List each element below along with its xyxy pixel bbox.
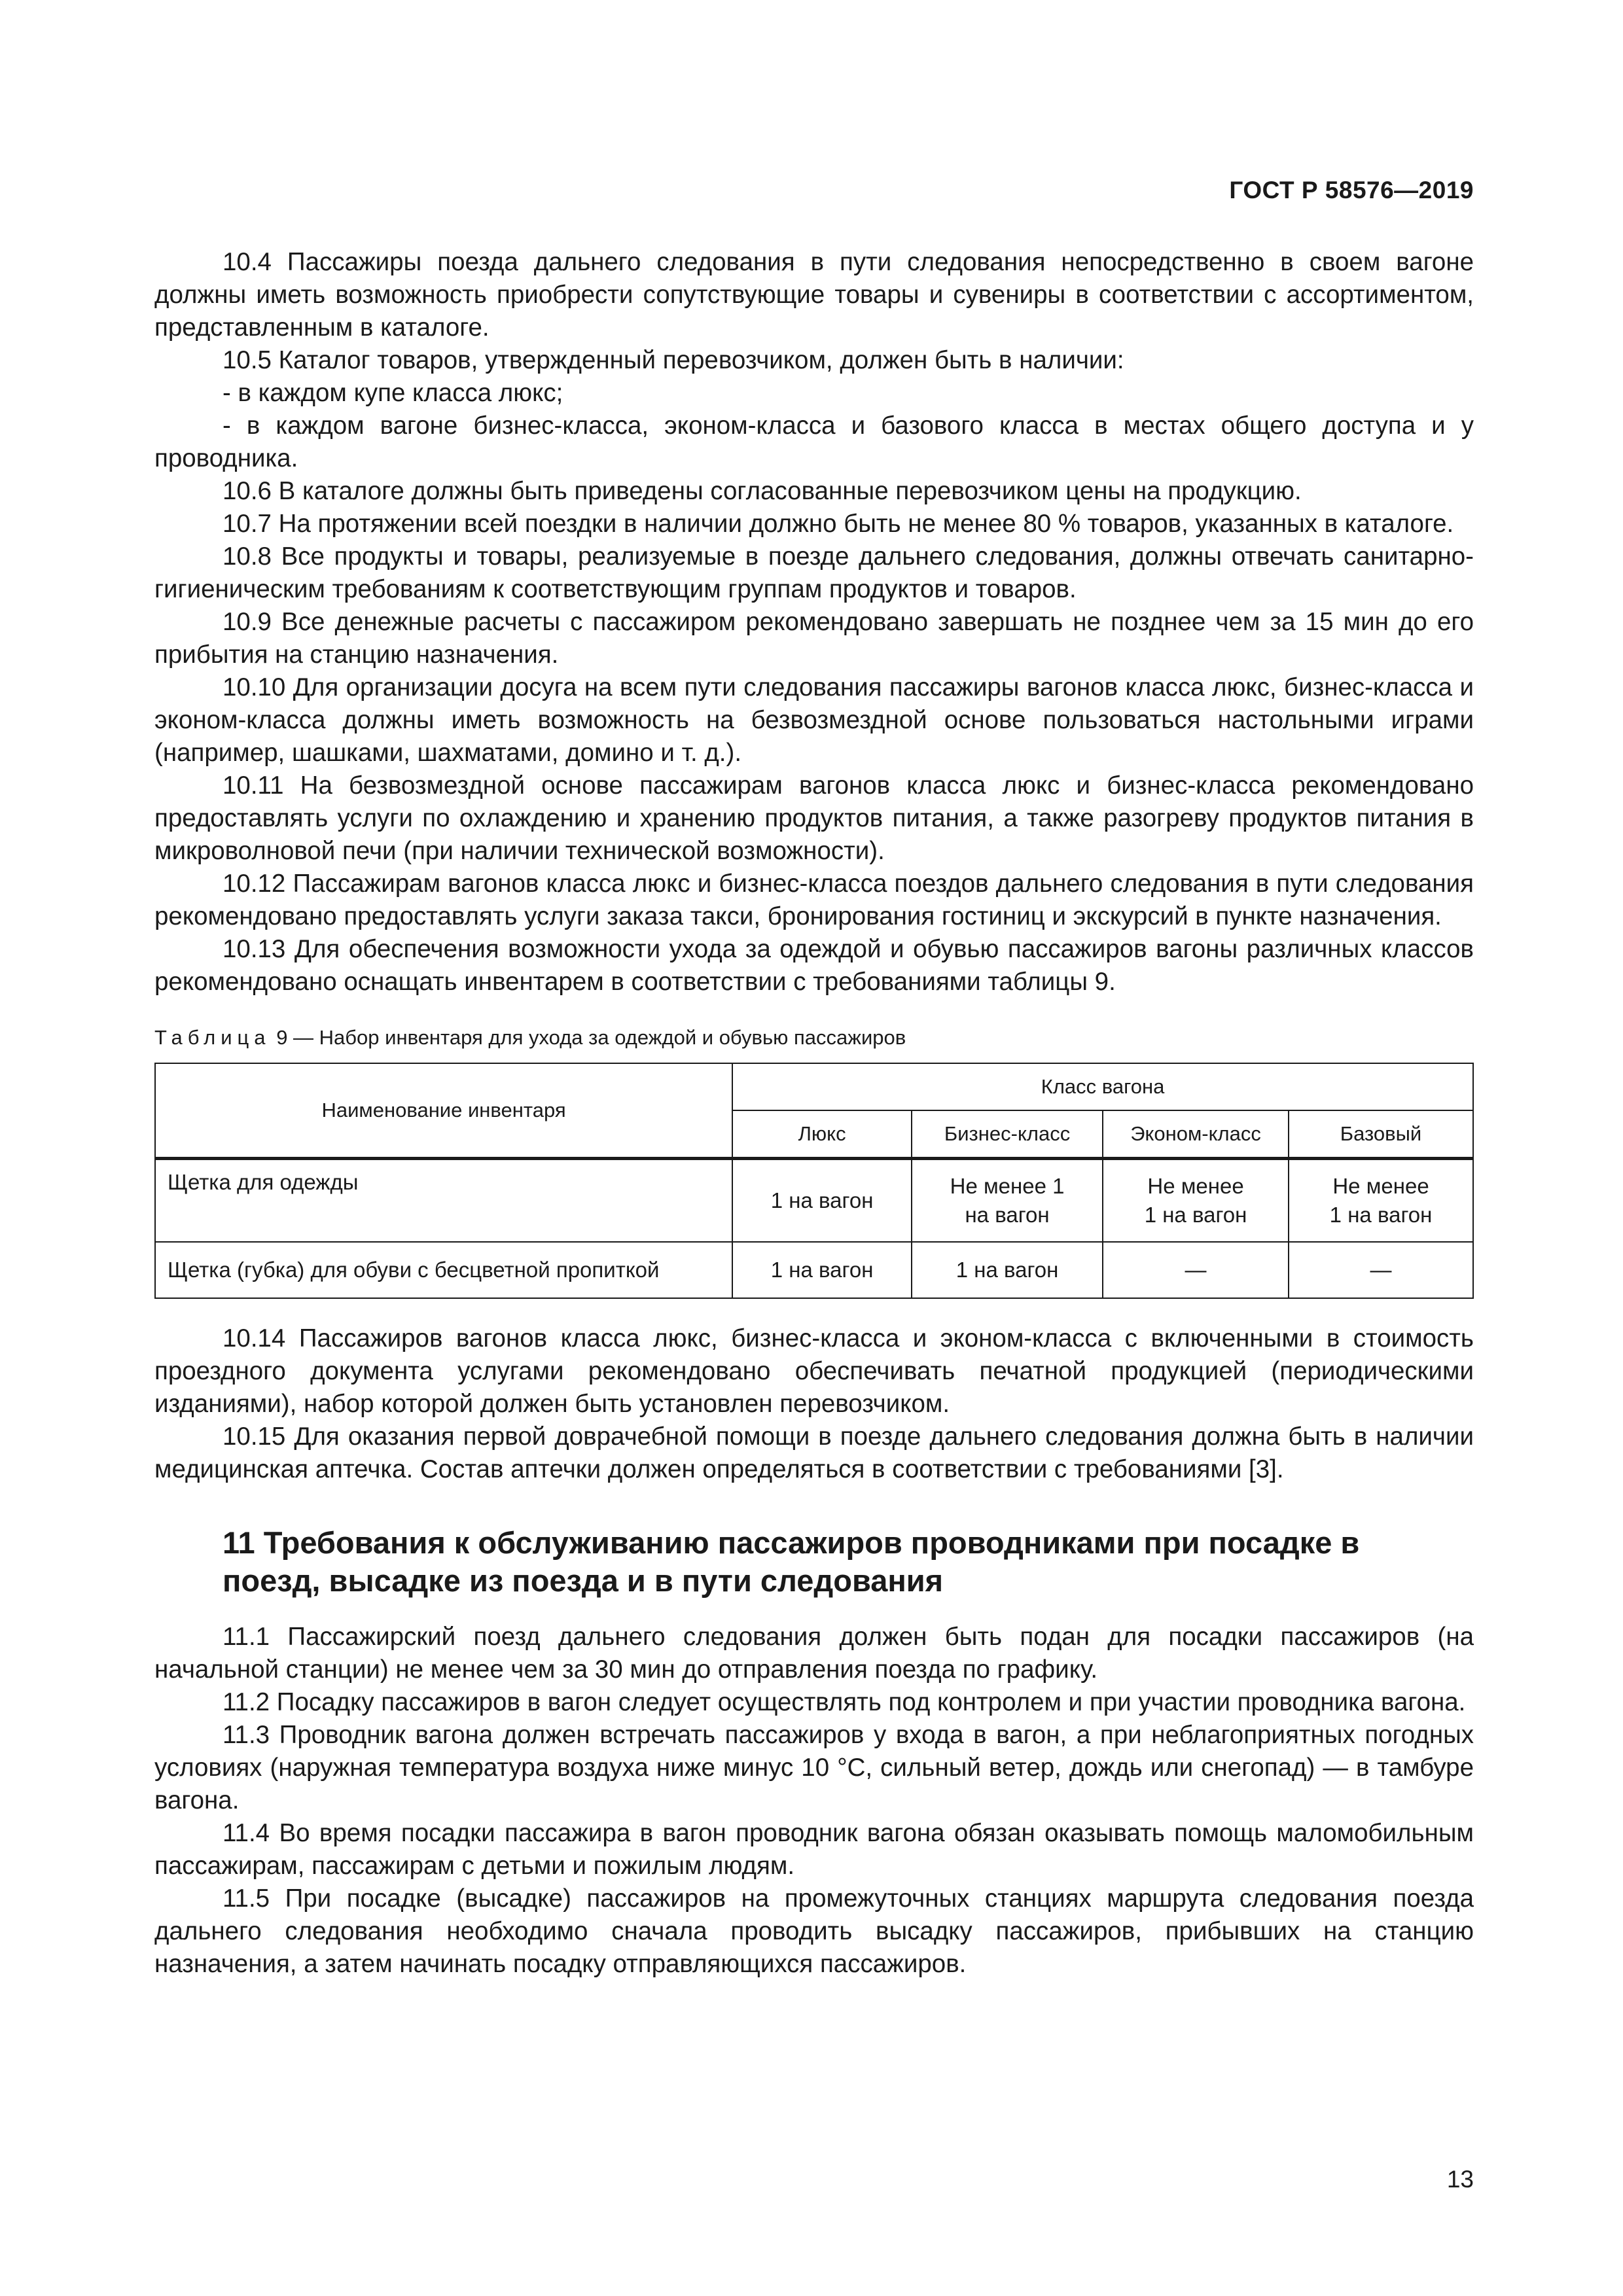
document-code: ГОСТ Р 58576—2019 bbox=[1229, 177, 1474, 203]
table-caption bbox=[154, 1025, 1474, 1051]
table-cell: 1 на вагон bbox=[732, 1242, 912, 1298]
paragraphs-after-table bbox=[154, 1322, 1474, 1486]
paragraph-10-14: 10.14 Пассажиров вагонов класса люкс, бизнес-класса и эконом-класса с включенными в стоимость проездного документа услугами рекомендовано обеспечивать печатной продукцией (периодическими изданиями), набор которой должен быть установлен перевозчиком. bbox=[154, 1324, 1474, 1418]
table-row bbox=[155, 1242, 1473, 1298]
column-header-economy: Эконом-класс bbox=[1103, 1110, 1289, 1159]
paragraph-11-2: 11.2 Посадку пассажиров в вагон следует осуществлять под контролем и при участии проводника вагона. bbox=[223, 1688, 1466, 1716]
paragraph-10-5: 10.5 Каталог товаров, утвержденный перевозчиком, должен быть в наличии: bbox=[223, 346, 1124, 374]
column-header-business: Бизнес-класс bbox=[912, 1110, 1103, 1159]
table-caption-word: Таблица bbox=[154, 1026, 271, 1049]
paragraph-11-3: 11.3 Проводник вагона должен встречать пассажиров у входа в вагон, а при неблагоприятных погодных условиях (наружная температура воздуха ниже минус 10 °С, сильный ветер, дождь или снегопад) — в тамбуре вагона. bbox=[154, 1721, 1474, 1814]
table-cell: — bbox=[1103, 1242, 1289, 1298]
paragraph-10-15: 10.15 Для оказания первой доврачебной помощи в поезде дальнего следования должна быть в наличии медицинская аптечка. Состав аптечки должен определяться в соответствии с требованиями [3]. bbox=[154, 1422, 1474, 1483]
table-cell: Не менее 1 на вагон bbox=[912, 1159, 1103, 1243]
table-cell-name: Щетка для одежды bbox=[155, 1159, 732, 1243]
column-header-name: Наименование инвентаря bbox=[155, 1063, 732, 1159]
paragraphs-before-table bbox=[154, 246, 1474, 998]
table-cell: 1 на вагон bbox=[732, 1159, 912, 1243]
inventory-table bbox=[154, 1063, 1474, 1299]
paragraph-10-12: 10.12 Пассажирам вагонов класса люкс и бизнес-класса поездов дальнего следования в пути следования рекомендовано предоставлять услуги заказа такси, бронирования гостиниц и экскурсий в пункте назначения. bbox=[154, 870, 1474, 930]
column-header-basic: Базовый bbox=[1289, 1110, 1473, 1159]
paragraph-10-6: 10.6 В каталоге должны быть приведены согласованные перевозчиком цены на продукцию. bbox=[223, 477, 1302, 505]
paragraph-10-13: 10.13 Для обеспечения возможности ухода за одеждой и обувью пассажиров вагоны различных классов рекомендовано оснащать инвентарем в соответствии с требованиями таблицы 9. bbox=[154, 935, 1474, 996]
paragraph-11-4: 11.4 Во время посадки пассажира в вагон проводник вагона обязан оказывать помощь маломобильным пассажирам, пассажирам с детьми и пожилым людям. bbox=[154, 1819, 1474, 1880]
paragraph-11-5: 11.5 При посадке (высадке) пассажиров на промежуточных станциях маршрута следования поезда дальнего следования необходимо сначала проводить высадку пассажиров, прибывших на станцию назначения, а затем начинать посадку отправляющихся пассажиров. bbox=[154, 1884, 1474, 1978]
paragraph-10-7: 10.7 На протяжении всей поездки в наличии должно быть не менее 80 % товаров, указанных в каталоге. bbox=[223, 510, 1454, 538]
section-11-body bbox=[154, 1621, 1474, 1981]
table-row bbox=[155, 1159, 1473, 1243]
table-cell: Не менее 1 на вагон bbox=[1103, 1159, 1289, 1243]
table-cell-name: Щетка (губка) для обуви с бесцветной пропиткой bbox=[155, 1242, 732, 1298]
list-item: - в каждом купе класса люкс; bbox=[223, 379, 563, 407]
paragraph-10-11: 10.11 На безвозмездной основе пассажирам вагонов класса люкс и бизнес-класса рекомендовано предоставлять услуги по охлаждению и хранению продуктов питания, а также разогреву продуктов питания в микроволновой печи (при наличии технической возможности). bbox=[154, 771, 1474, 865]
page-number: 13 bbox=[1446, 2166, 1474, 2193]
list-item: - в каждом вагоне бизнес-класса, эконом-класса и базового класса в местах общего доступа и у проводника. bbox=[154, 412, 1474, 472]
column-header-lux: Люкс bbox=[732, 1110, 912, 1159]
table-cell: 1 на вагон bbox=[912, 1242, 1103, 1298]
table-cell: — bbox=[1289, 1242, 1473, 1298]
paragraph-10-10: 10.10 Для организации досуга на всем пути следования пассажиры вагонов класса люкс, бизнес-класса и эконом-класса должны иметь возможность на безвозмездной основе пользоваться настольными играми (например, шашками, шахматами, домино и т. д.). bbox=[154, 673, 1474, 767]
section-11-heading: 11 Требования к обслуживанию пассажиров проводниками при посадке в поезд, высадке из поезда и в пути следования bbox=[223, 1525, 1360, 1598]
paragraph-10-8: 10.8 Все продукты и товары, реализуемые в поезде дальнего следования, должны отвечать санитарно-гигиеническим требованиям к соответствующим группам продуктов и товаров. bbox=[154, 542, 1474, 603]
paragraph-10-9: 10.9 Все денежные расчеты с пассажиром рекомендовано завершать не позднее чем за 15 мин до его прибытия на станцию назначения. bbox=[154, 608, 1474, 669]
table-cell: Не менее 1 на вагон bbox=[1289, 1159, 1473, 1243]
column-header-class-group: Класс вагона bbox=[732, 1063, 1473, 1110]
table-caption-text: 9 — Набор инвентаря для ухода за одеждой и обувью пассажиров bbox=[276, 1026, 906, 1049]
paragraph-11-1: 11.1 Пассажирский поезд дальнего следования должен быть подан для посадки пассажиров (на начальной станции) не менее чем за 30 мин до отправления поезда по графику. bbox=[154, 1623, 1474, 1684]
paragraph-10-4: 10.4 Пассажиры поезда дальнего следования в пути следования непосредственно в своем вагоне должны иметь возможность приобрести сопутствующие товары и сувениры в соответствии с ассортиментом, представленным в каталоге. bbox=[154, 248, 1474, 342]
